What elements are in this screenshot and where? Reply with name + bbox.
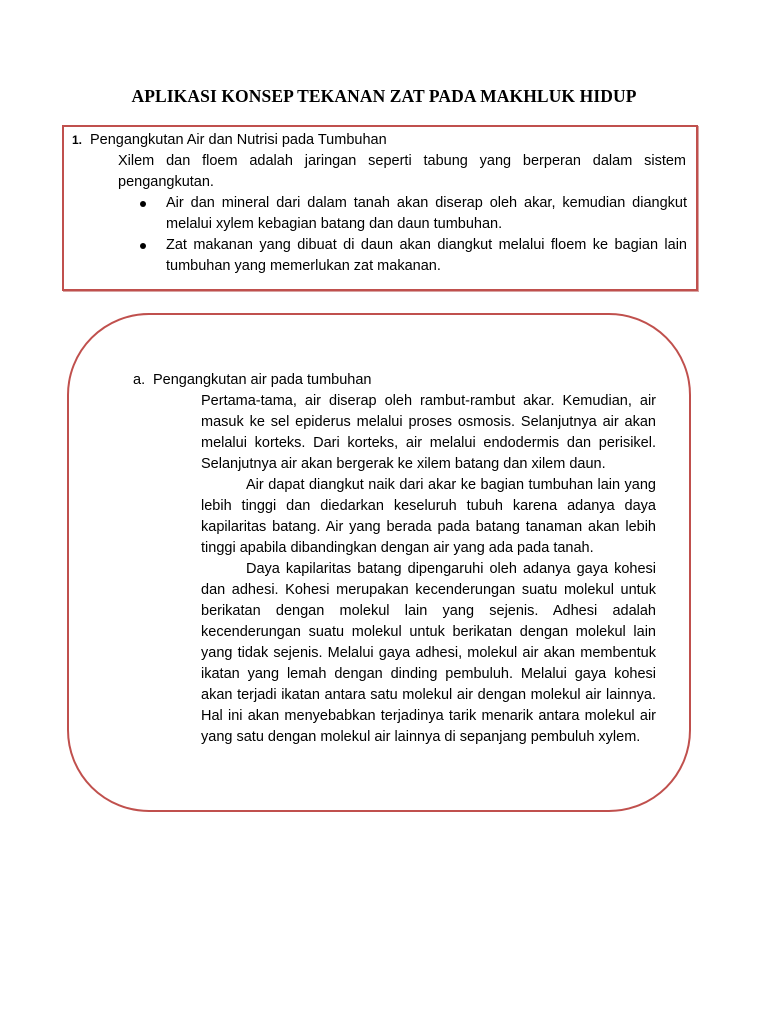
section-2-letter: a. — [133, 372, 146, 388]
bullet-text: Zat makanan yang dibuat di daun akan diangkut melalui floem ke bagian lain tumbuhan yang memerlukan zat makanan. — [166, 237, 687, 274]
section-1-intro: Xilem dan floem adalah jaringan seperti tabung yang berperan dalam sistem pengangkutan. — [118, 153, 686, 190]
bullet-dot-icon — [140, 201, 146, 207]
section-1-heading-text: Pengangkutan Air dan Nutrisi pada Tumbuhan — [90, 132, 387, 148]
paragraph: Daya kapilaritas batang dipengaruhi oleh adanya gaya kohesi dan adhesi. Kohesi merupakan kecenderungan suatu molekul untuk berikatan dengan molekul lain yang sejenis. Adhesi adalah kecenderungan suatu molekul untuk berikatan dengan molekul lain yang tidak sejenis. Melalui gaya adhesi, molekul air akan membentuk ikatan yang lemah dengan dinding pembuluh. Melalui gaya kohesi akan terjadi ikatan antara satu molekul air dengan molekul air lainnya. Hal ini akan menyebabkan terjadinya tarik menarik antara molekul air yang satu dengan molekul air lainnya di sepanjang pembuluh xylem. — [201, 561, 656, 745]
bullet-item — [140, 193, 687, 235]
paragraph: Air dapat diangkut naik dari akar ke bagian tumbuhan lain yang lebih tinggi dan diedarkan keseluruh tubuh karena adanya daya kapilaritas batang. Air yang berada pada batang tanaman akan lebih tinggi apabila dibandingkan dengan air yang ada pada tanah. — [201, 477, 656, 556]
page-title: APLIKASI KONSEP TEKANAN ZAT PADA MAKHLUK HIDUP — [131, 86, 637, 106]
section-2-heading-text: Pengangkutan air pada tumbuhan — [153, 372, 372, 388]
paragraph: Pertama-tama, air diserap oleh rambut-rambut akar. Kemudian, air masuk ke sel epiderus melalui proses osmosis. Selanjutnya air akan melalui korteks. Dari korteks, air melalui endodermis dan perisikel. Selanjutnya air akan bergerak ke xilem batang dan xilem daun. — [201, 393, 656, 472]
section-2-heading — [133, 372, 371, 388]
bullet-dot-icon — [140, 243, 146, 249]
section-2-body — [201, 391, 656, 748]
section-1-number: 1. — [72, 133, 83, 147]
section-1-heading — [72, 132, 387, 148]
section-1-bullet-list — [140, 193, 687, 277]
bullet-text: Air dan mineral dari dalam tanah akan diserap oleh akar, kemudian diangkut melalui xylem kebagian batang dan daun tumbuhan. — [166, 195, 687, 232]
bullet-item — [140, 235, 687, 277]
